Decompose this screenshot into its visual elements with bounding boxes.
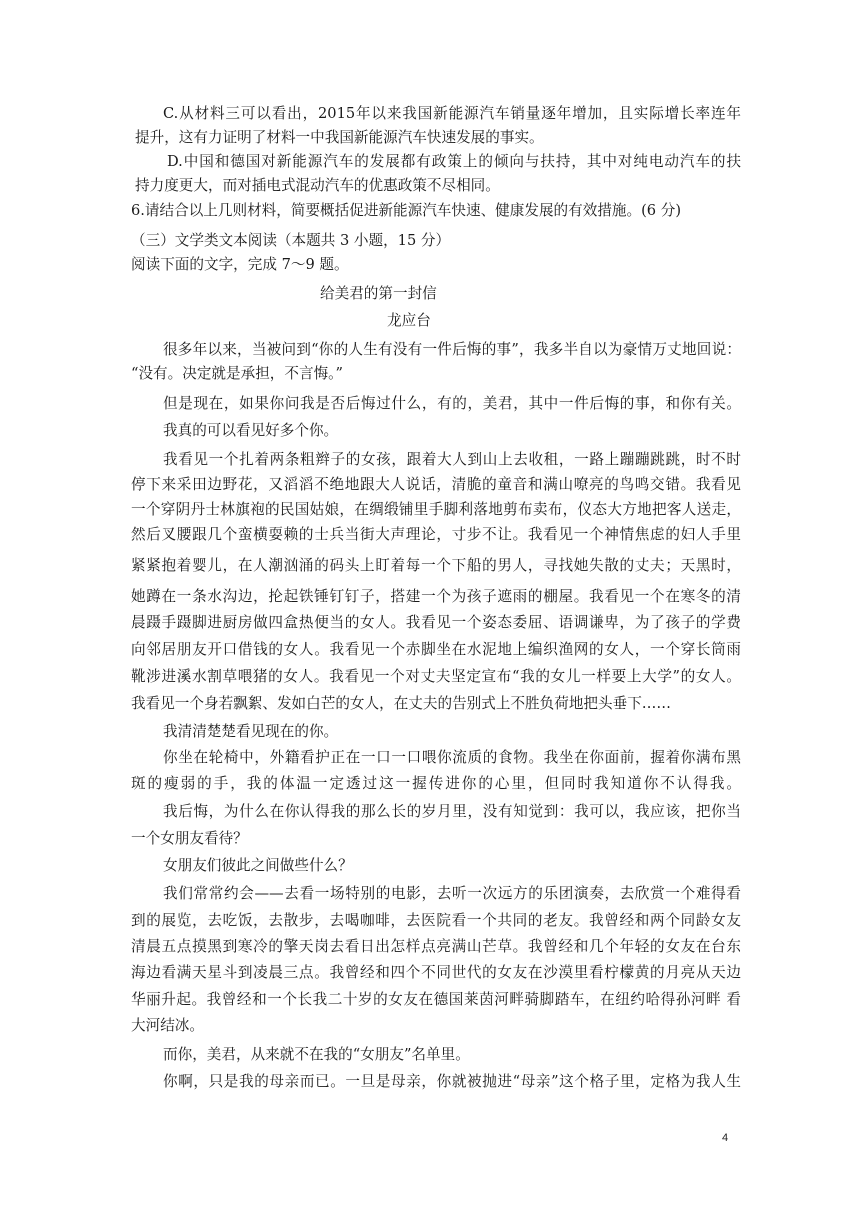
paragraph-line: 大河结冰。: [131, 1017, 204, 1034]
paragraph-line: 很多年以来，当被问到“你的人生有没有一件后悔的事”，我多半自以为豪情万丈地回说：: [163, 341, 741, 358]
article-title: 给美君的第一封信: [320, 285, 437, 302]
paragraph-line: 到的展览，去吃饭，去散步，去喝咖啡，去医院看一个共同的老友。我曾经和两个同龄女友: [131, 912, 741, 929]
paragraph-line: 你坐在轮椅中，外籍看护正在一口一口喂你流质的食物。我坐在你面前，握着你满布黑: [163, 749, 741, 766]
paragraph-line: 斑的瘦弱的手，我的体温一定透过这一握传进你的心里，但同时我知道你不认得我。: [131, 775, 741, 792]
paragraph-line: 女朋友们彼此之间做些什么？: [163, 857, 353, 874]
article-author: 龙应台: [387, 312, 431, 329]
paragraph-line: 向邻居朋友开口借钱的女人。我看见一个赤脚坐在水泥地上编织渔网的女人，一个穿长筒雨: [131, 641, 741, 658]
page-number: 4: [722, 1132, 729, 1144]
question-6: 6.请结合以上几则材料，简要概括促进新能源汽车快速、健康发展的有效措施。(6 分): [131, 202, 682, 219]
paragraph-line: 晨蹑手蹑脚进厨房做四盒热便当的女人。我看见一个姿态委屈、语调谦卑，为了孩子的学费: [131, 614, 741, 631]
paragraph-line: 靴涉进溪水割草喂猪的女人。我看见一个对丈夫坚定宣布“我的女儿一样要上大学”的女人。: [131, 668, 741, 685]
section-heading: （三）文学类文本阅读（本题共 3 小题，15 分）: [131, 232, 451, 249]
option-c-line-1: C.从材料三可以看出，2015年以来我国新能源汽车销量逐年增加，且实际增长率连年: [163, 105, 741, 122]
paragraph-line: 但是现在，如果你问我是否后悔过什么，有的，美君，其中一件后悔的事，和你有关。: [163, 395, 741, 412]
paragraph-line: 海边看满天星斗到凌晨三点。我曾经和四个不同世代的女友在沙漠里看柠檬黄的月亮从天边: [131, 964, 741, 981]
paragraph-line: 清晨五点摸黑到寒冷的擎天岗去看日出怎样点亮满山芒草。我曾经和几个年轻的女友在台东: [131, 938, 741, 955]
paragraph-line: 一个穿阴丹士林旗袍的民国姑娘，在绸缎铺里手脚利落地剪布卖布，仪态大方地把客人送走，: [131, 501, 741, 518]
paragraph-line: 我们常常约会——去看一场特别的电影，去听一次远方的乐团演奏，去欣赏一个难得看: [163, 885, 741, 902]
paragraph-line: 我看见一个身若飘絮、发如白芒的女人，在丈夫的告别式上不胜负荷地把头垂下……: [131, 695, 671, 712]
paragraph-line: 停下来采田边野花，又滔滔不绝地跟大人说话，清脆的童音和满山嘹亮的鸟鸣交错。我看见: [131, 476, 741, 493]
option-d-line-2: 持力度更大，而对插电式混动汽车的优惠政策不尽相同。: [135, 177, 500, 194]
reading-instruction: 阅读下面的文字，完成 7～9 题。: [131, 256, 349, 273]
paragraph-line: 我后悔，为什么在你认得我的那么长的岁月里，没有知觉到：我可以，我应该，把你当: [163, 803, 741, 820]
paragraph-line: 你啊，只是我的母亲而已。一旦是母亲，你就被抛进“母亲”这个格子里，定格为我人生: [163, 1073, 741, 1090]
paragraph-line: 然后叉腰跟几个蛮横耍赖的士兵当街大声理论，寸步不让。我看见一个神情焦虑的妇人手里: [131, 526, 741, 543]
paragraph-line: 我清清楚楚看见现在的你。: [163, 723, 339, 740]
paragraph-line: 我看见一个扎着两条粗辫子的女孩，跟着大人到山上去收租，一路上蹦蹦跳跳，时不时: [163, 451, 741, 468]
paragraph-line: 我真的可以看见好多个你。: [163, 422, 339, 439]
paragraph-line: 而你，美君，从来就不在我的“女朋友”名单里。: [163, 1046, 470, 1063]
paragraph-line: 华丽升起。我曾经和一个长我二十岁的女友在德国莱茵河畔骑脚踏车，在纽约哈得孙河畔 看: [131, 991, 741, 1008]
paragraph-line: 紧紧抱着婴儿，在人潮汹涌的码头上盯着每一个下船的男人，寻找她失散的丈夫；天黑时，: [131, 557, 741, 574]
option-c-line-2: 提升，这有力证明了材料一中我国新能源汽车快速发展的事实。: [135, 129, 544, 146]
option-d-line-1: D.中国和德国对新能源汽车的发展都有政策上的倾向与扶持，其中对纯电动汽车的扶: [167, 153, 741, 170]
paragraph-line: 一个女朋友看待？: [131, 830, 248, 847]
paragraph-line: “没有。决定就是承担，不言悔。”: [131, 365, 343, 382]
paragraph-line: 她蹲在一条水沟边，抡起铁锤钉钉子，搭建一个为孩子遮雨的棚屋。我看见一个在寒冬的清: [131, 588, 741, 605]
